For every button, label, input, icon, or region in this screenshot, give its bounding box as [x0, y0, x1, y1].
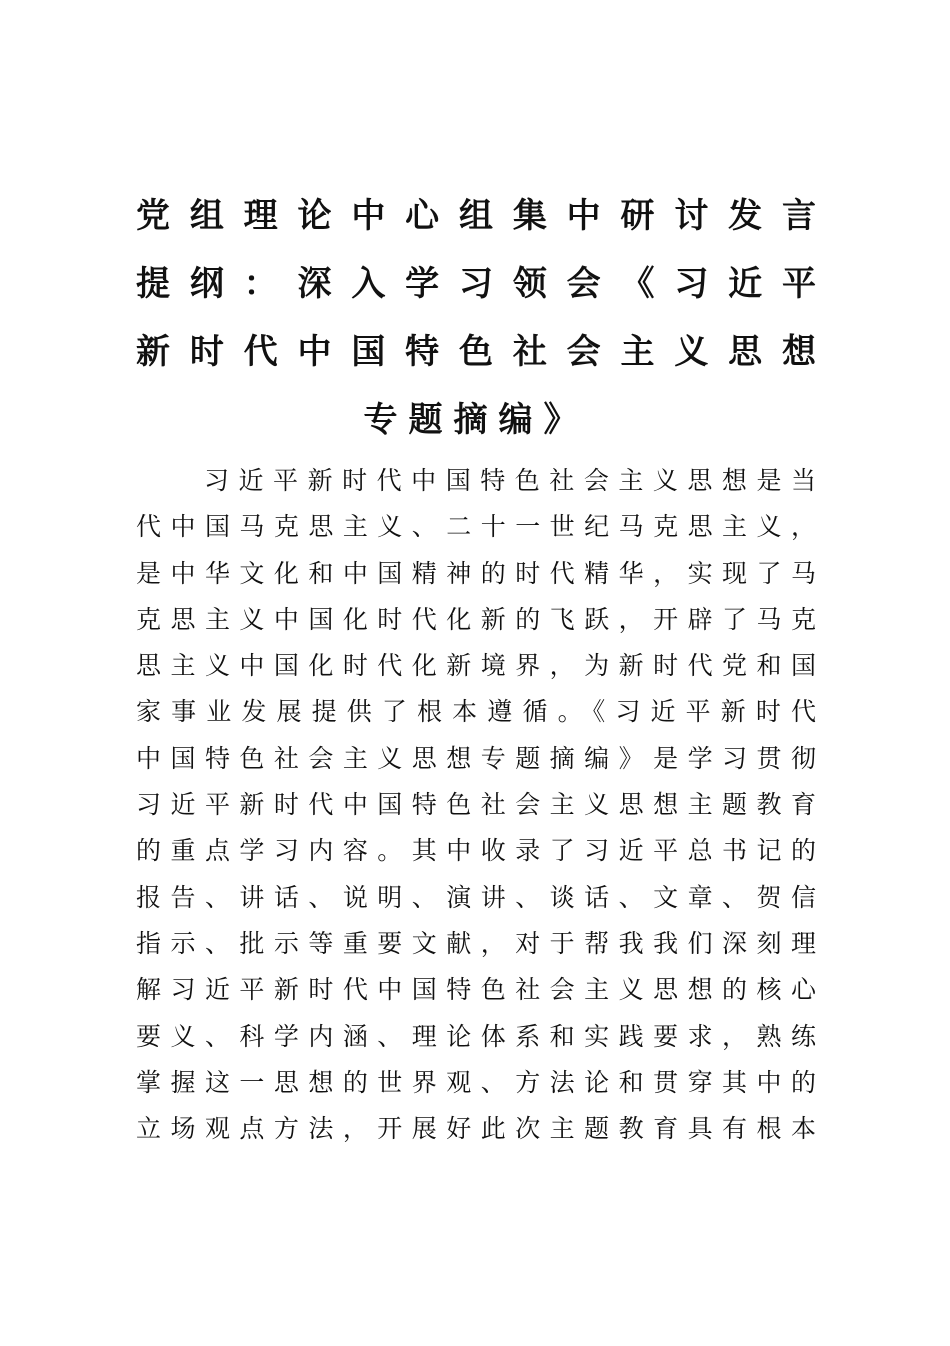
title-line: 提纲：深入学习领会《习近平 — [136, 264, 816, 304]
body-line: 指示、批示等重要文献，对于帮我我们深刻理 — [136, 928, 816, 958]
body-line: 思主义中国化时代化新境界，为新时代党和国 — [136, 651, 816, 681]
body-line: 掌握这一思想的世界观、方法论和贯穿其中的 — [136, 1067, 816, 1097]
title-line: 专题摘编》 — [363, 400, 589, 440]
body-line: 是中华文化和中国精神的时代精华，实现了马 — [136, 558, 816, 588]
body-paragraph — [136, 458, 816, 1152]
body-line: 中国特色社会主义思想专题摘编》是学习贯彻 — [136, 743, 816, 773]
body-line: 家事业发展提供了根本遵循。《习近平新时代 — [136, 697, 816, 727]
body-line: 习近平新时代中国特色社会主义思想主题教育 — [136, 790, 816, 820]
document-title — [136, 188, 816, 460]
body-line: 立场观点方法，开展好此次主题教育具有根本 — [136, 1114, 816, 1144]
body-line: 的重点学习内容。其中收录了习近平总书记的 — [136, 836, 816, 866]
body-line: 解习近平新时代中国特色社会主义思想的核心 — [136, 975, 816, 1005]
body-line: 习近平新时代中国特色社会主义思想是当 — [204, 466, 816, 495]
title-line: 新时代中国特色社会主义思想 — [136, 332, 816, 372]
body-line: 克思主义中国化时代化新的飞跃，开辟了马克 — [136, 604, 816, 634]
title-line: 党组理论中心组集中研讨发言 — [136, 196, 816, 236]
body-line: 报告、讲话、说明、演讲、谈话、文章、贺信 — [136, 882, 816, 912]
body-line: 代中国马克思主义、二十一世纪马克思主义， — [136, 512, 816, 542]
body-line: 要义、科学内涵、理论体系和实践要求，熟练 — [136, 1021, 816, 1051]
